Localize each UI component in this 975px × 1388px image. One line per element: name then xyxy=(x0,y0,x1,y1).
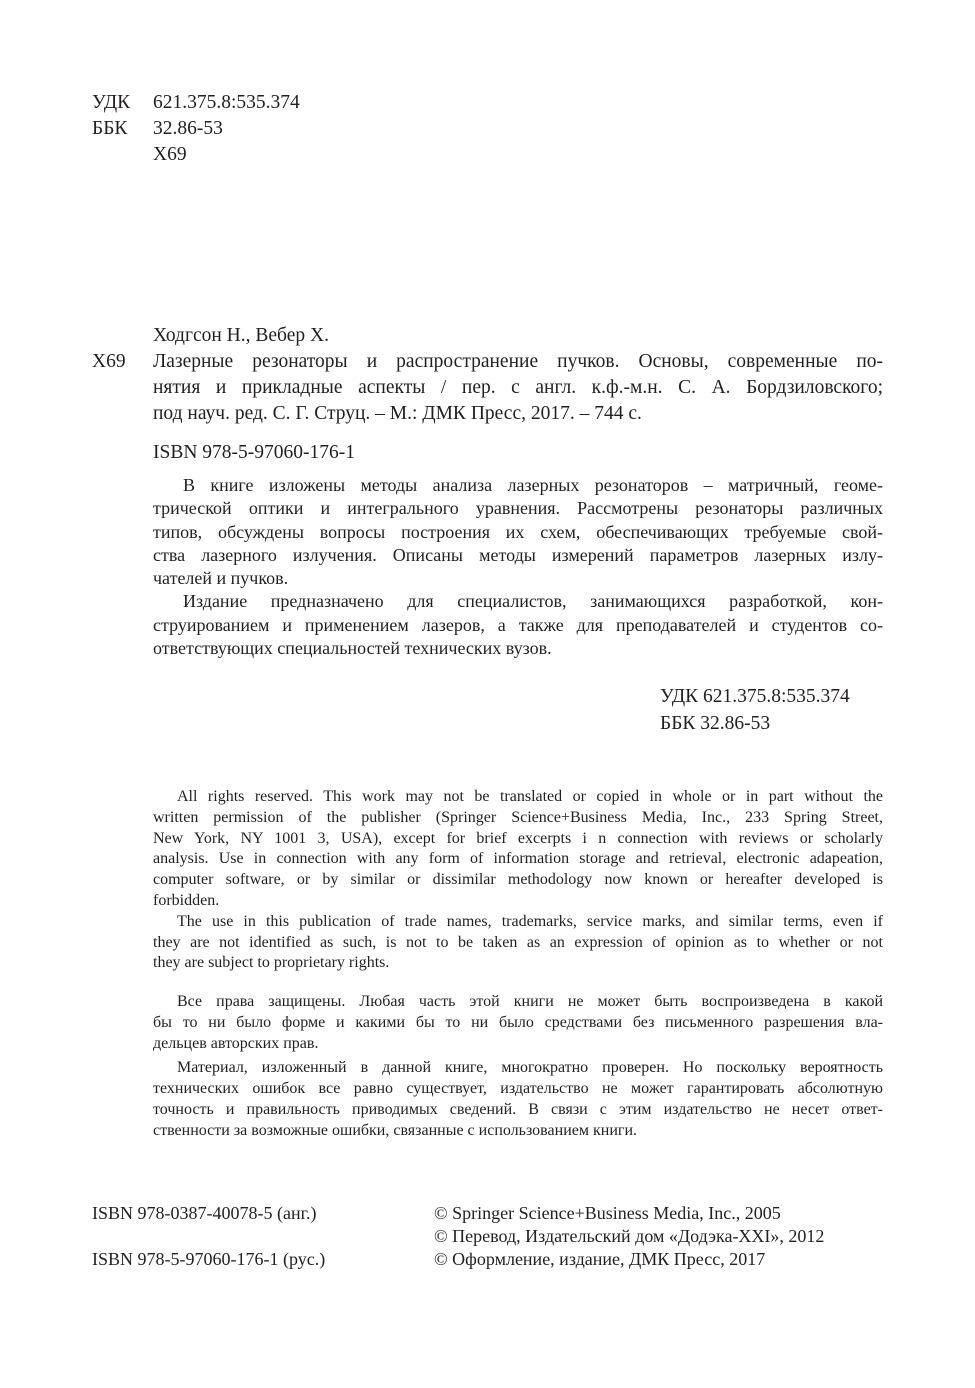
author-sign-side: Х69 xyxy=(92,351,126,372)
annotation-line: В книге изложены методы анализа лазерных резонаторов – матричный, геоме- xyxy=(183,475,883,495)
udk-label: УДК xyxy=(92,92,131,113)
udk-value: 621.375.8:535.374 xyxy=(153,92,300,113)
copyright-list xyxy=(434,1202,824,1271)
right-classification-codes xyxy=(660,683,850,737)
bib-line: нятия и прикладные аспекты / пер. с англ. к.ф.-м.н. С. А. Бордзиловского; xyxy=(153,377,883,398)
bib-line: под науч. ред. С. Г. Струц. – М.: ДМК Пресс, 2017. – 744 с. xyxy=(153,403,642,424)
annotation-line: трической оптики и интегрального уравнения. Рассмотрены резонаторы различных xyxy=(153,498,883,519)
annotation-line: ства лазерного излучения. Описаны методы измерений параметров лазерных излу- xyxy=(153,544,883,565)
copyright-line: © Springer Science+Business Media, Inc., 2005 xyxy=(434,1203,781,1223)
bbk-value: 32.86-53 xyxy=(153,118,223,139)
rights-en-line: computer software, or by similar or dissimilar methodology now known or hereafter developed is xyxy=(153,871,883,889)
author-sign-top: Х69 xyxy=(153,144,187,165)
isbn-main: ISBN 978-5-97060-176-1 xyxy=(153,442,356,463)
annotation xyxy=(153,474,883,660)
copyright-line: © Оформление, издание, ДМК Пресс, 2017 xyxy=(434,1249,766,1269)
annotation-line: струированием и применением лазеров, а также для преподавателей и студентов со- xyxy=(153,614,883,635)
rights-ru-line: технических ошибок все равно существует, издательство не может гарантировать абсолютную xyxy=(153,1080,883,1098)
rights-en-line: they are not identified as such, is not to be taken as an expression of opinion as to whether or not xyxy=(153,933,883,951)
rights-en-line: forbidden. xyxy=(153,891,220,909)
top-classification-codes xyxy=(92,90,300,168)
annotation-line: ответствующих специальностей технических вузов. xyxy=(153,638,552,659)
author-sign-line xyxy=(92,142,300,168)
udk-code-line xyxy=(92,90,300,116)
rights-en-line: they are subject to proprietary rights. xyxy=(153,954,390,972)
bib-line: Лазерные резонаторы и распространение пучков. Основы, современные по- xyxy=(153,351,883,372)
annotation-line: чателей и пучков. xyxy=(153,568,289,589)
bbk-label: ББК xyxy=(92,118,128,139)
bibliographic-description xyxy=(153,349,883,427)
rights-en-line: analysis. Use in connection with any form of information storage and retrieval, electronic adapeation, xyxy=(153,850,883,868)
bbk-code-line xyxy=(92,116,300,142)
rights-en-line: All rights reserved. This work may not be translated or copied in whole or in part without the xyxy=(177,788,883,805)
annotation-line: типов, обсуждены вопросы построения их схем, обеспечивающих требуемые свой- xyxy=(153,521,883,542)
udk-right: УДК 621.375.8:535.374 xyxy=(660,686,850,707)
rights-ru-line: дельцев авторских прав. xyxy=(153,1034,319,1052)
bbk-right: ББК 32.86-53 xyxy=(660,713,771,734)
isbn-russian-edition: ISBN 978-5-97060-176-1 (рус.) xyxy=(92,1249,326,1269)
rights-notice-russian xyxy=(153,992,883,1142)
isbn-english-edition: ISBN 978-0387-40078-5 (анг.) xyxy=(92,1203,317,1223)
rights-en-line: The use in this publication of trade names, trademarks, service marks, and similar terms, even if xyxy=(177,912,883,930)
rights-ru-line: точность и правильность приводимых сведений. В связи с этим издательство не несет ответ- xyxy=(153,1100,883,1118)
isbn-list xyxy=(92,1202,325,1271)
rights-notice-english xyxy=(153,787,883,974)
rights-ru-line: бы то ни было форме и какими бы то ни было средствами без письменного разрешения вла- xyxy=(153,1013,883,1031)
annotation-line: Издание предназначено для специалистов, занимающихся разработкой, кон- xyxy=(183,591,883,612)
rights-ru-line: Все права защищены. Любая часть этой книги не может быть воспроизведена в какой xyxy=(177,993,883,1010)
rights-ru-line: Материал, изложенный в данной книге, многократно проверен. Но поскольку вероятность xyxy=(177,1059,883,1077)
rights-ru-line: ственности за возможные ошибки, связанные с использованием книги. xyxy=(153,1121,637,1139)
rights-en-line: New York, NY 1001 3, USA), except for brief excerpts i n connection with reviews or scholarly xyxy=(153,829,883,847)
copyright-line: © Перевод, Издательский дом «Додэка-XXI», 2012 xyxy=(434,1226,825,1246)
authors-line: Ходгсон Н., Вебер Х. xyxy=(153,325,329,346)
rights-en-line: written permission of the publisher (Springer Science+Business Media, Inc., 233 Spring Street, xyxy=(153,808,883,826)
